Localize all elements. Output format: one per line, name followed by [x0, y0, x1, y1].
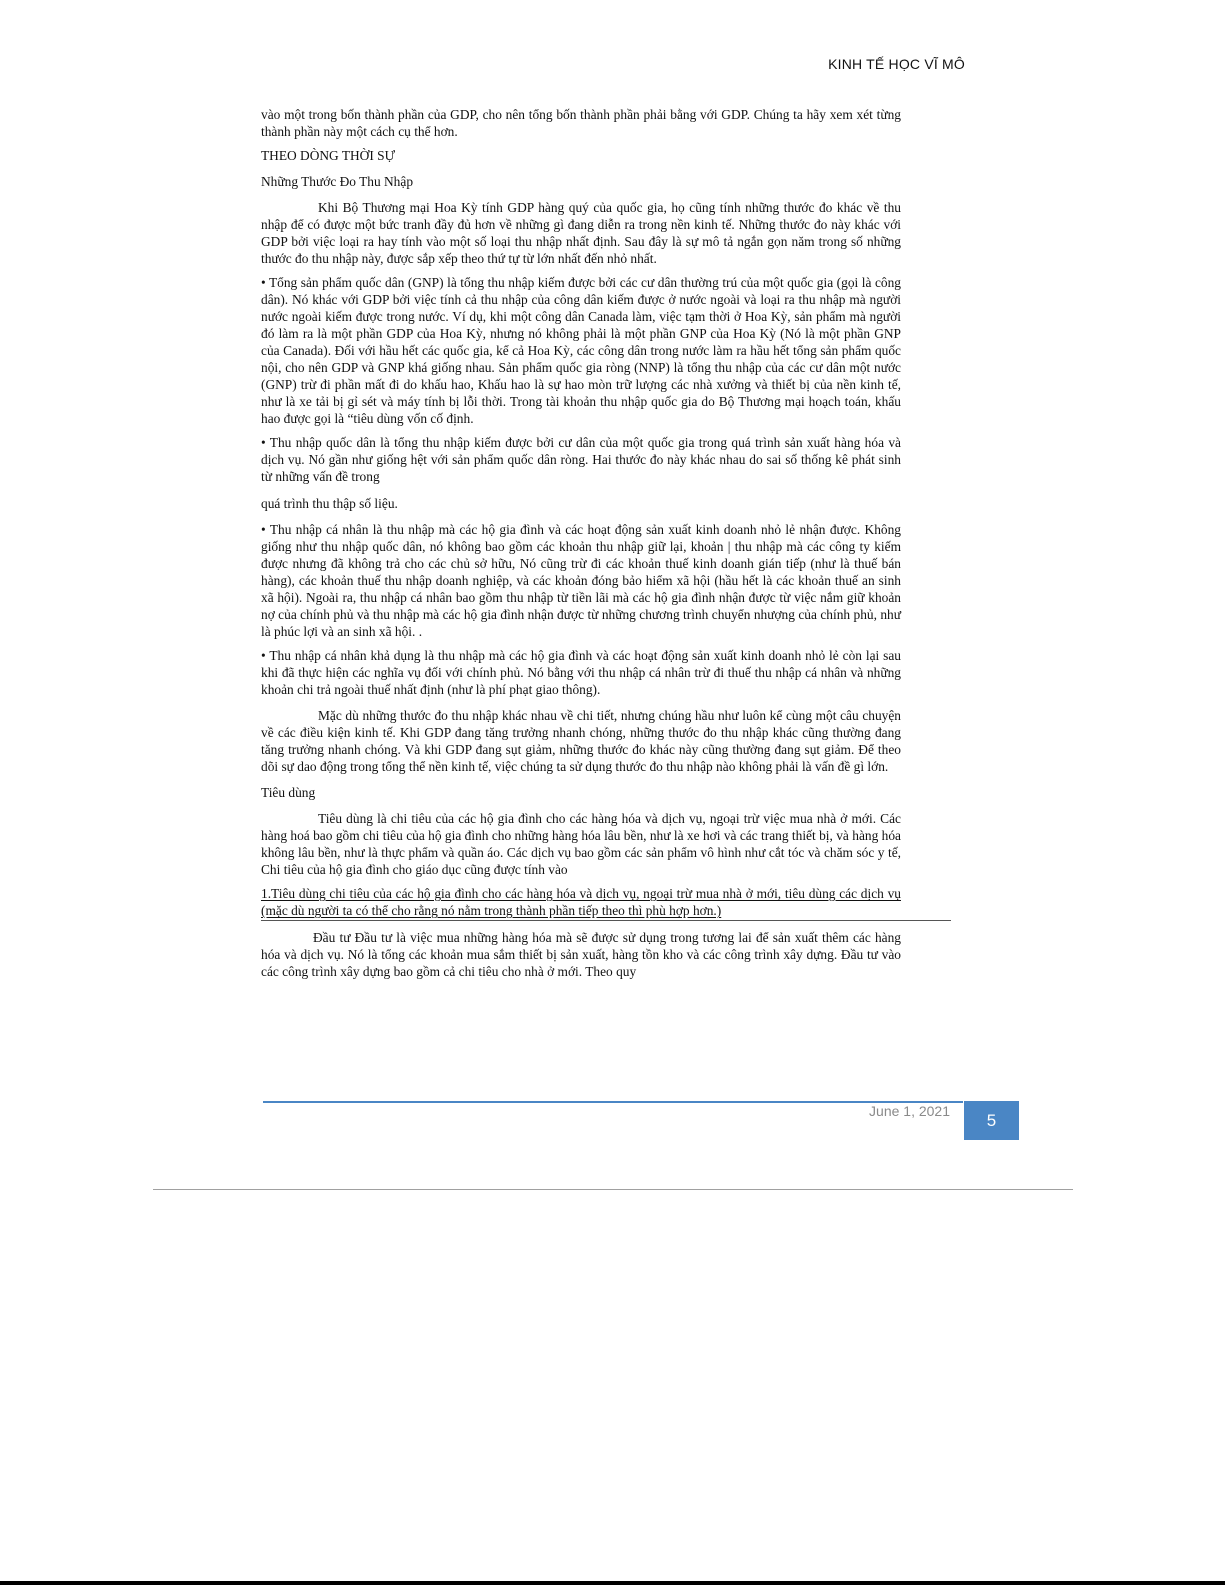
paragraph: Tiêu dùng là chi tiêu của các hộ gia đình cho các hàng hóa và dịch vụ, ngoại trừ việc mua nhà ở mới. Các hàng hoá bao gồm chi tiêu của hộ gia đình cho những hàng hóa lâu bền, như là xe hơi và các trang thiết bị, và hàng hóa không lâu bền, như là thực phẩm và quần áo. Các dịch vụ bao gồm các sản phẩm vô hình như cắt tóc và chăm sóc y tế, Chi tiêu của hộ gia đình cho giáo dục cũng được tính vào: [261, 811, 901, 877]
bottom-edge: [0, 1581, 1225, 1585]
paragraph: quá trình thu thập số liệu.: [261, 496, 398, 511]
paragraph: Khi Bộ Thương mại Hoa Kỳ tính GDP hàng quý của quốc gia, họ cũng tính những thước đo khác về thu nhập để có được một bức tranh đầy đủ hơn về những gì đang diễn ra trong nền kinh tế. Những thước đo này khác với GDP bởi việc loại ra hay tính vào một số loại thu nhập nhất định. Sau đây là sự mô tả ngắn gọn năm trong số những thước đo thu nhập này, được sắp xếp theo thứ tự từ lớn nhất đến nhỏ nhất.: [261, 200, 901, 266]
page-number-text: 5: [986, 1110, 997, 1130]
subsection-heading: Những Thước Đo Thu Nhập: [261, 174, 414, 189]
running-header: KINH TẾ HỌC VĨ MÔ: [828, 56, 965, 72]
page-body: [261, 106, 901, 987]
subsection-heading: Tiêu dùng: [261, 785, 316, 800]
paragraph: Mặc dù những thước đo thu nhập khác nhau về chi tiết, nhưng chúng hầu như luôn kể cùng một câu chuyện về các điều kiện kinh tế. Khi GDP đang tăng trưởng nhanh chóng, những thước đo thu nhập khác cũng thường đang tăng trưởng nhanh chóng. Và khi GDP đang sụt giảm, những thước đo khác này cũng thường đang sụt giảm. Để theo dõi sự dao động trong tổng thể nền kinh tế, việc chúng ta sử dụng thước đo thu nhập nào không phải là vấn đề gì lớn.: [261, 708, 901, 774]
footer-date: June 1, 2021: [869, 1103, 950, 1119]
section-heading: THEO DÒNG THỜI SỰ: [261, 148, 395, 163]
bullet-paragraph: • Thu nhập cá nhân là thu nhập mà các hộ gia đình và các hoạt động sản xuất kinh doanh nhỏ lẻ nhận được. Không giống như thu nhập quốc dân, nó không bao gồm các khoản thu nhập giữ lại, khoản | thu nhập mà các công ty kiếm được nhưng đã không trả cho các chủ sở hữu, Nó cũng trừ đi các khoản thuế kinh doanh gián tiếp (như là thuế bán hàng), các khoản thuế thu nhập doanh nghiệp, và các khoản đóng bảo hiểm xã hội (hầu hết là các khoản thuế an sinh xã hội). Ngoài ra, thu nhập cá nhân bao gồm thu nhập từ tiền lãi mà các hộ gia đình nhận được từ việc nắm giữ khoản nợ của chính phủ và thu nhập mà các hộ gia đình nhận được từ những chương trình chuyển nhượng của chính phủ, như là phúc lợi và an sinh xã hội. .: [261, 522, 901, 639]
paragraph: vào một trong bốn thành phần của GDP, cho nên tổng bốn thành phần phải bằng với GDP. Chúng ta hãy xem xét từng thành phần này một cách cụ thể hơn.: [261, 107, 901, 139]
bullet-paragraph: • Tổng sản phẩm quốc dân (GNP) là tổng thu nhập kiếm được bởi các cư dân thường trú của một quốc gia (gọi là công dân). Nó khác với GDP bởi việc tính cả thu nhập của công dân kiếm được ở nước ngoài và loại ra thu nhập mà người nước ngoài kiếm được trong nước. Ví dụ, khi một công dân Canada làm, việc tạm thời ở Hoa Kỳ, sản phẩm mà người đó làm ra là một phần GDP của Hoa Kỳ, nhưng nó không phải là một phần GNP của Hoa Kỳ (Nó là một phần GNP của Canada). Đối với hầu hết các quốc gia, kể cả Hoa Kỳ, các công dân trong nước làm ra hầu hết tổng sản phẩm quốc nội, cho nên GDP và GNP khá giống nhau. Sản phẩm quốc gia ròng (NNP) là tổng thu nhập của các cư dân một nước (GNP) trừ đi phần mất đi do khấu hao, Khấu hao là sự hao mòn trữ lượng các nhà xưởng và thiết bị của nền kinh tế, như là xe tải bị gỉ sét và máy tính bị lỗi thời. Trong tài khoản thu nhập quốc gia do Bộ Thương mại hoạch toán, khấu hao được gọi là “tiêu dùng vốn cố định.: [261, 275, 901, 426]
bullet-paragraph: • Thu nhập quốc dân là tổng thu nhập kiếm được bởi cư dân của một quốc gia trong quá trình sản xuất hàng hóa và dịch vụ. Nó gần như giống hệt với sản phẩm quốc dân ròng. Hai thước đo này khác nhau do sai số thống kê phát sinh từ những vấn đề trong: [261, 435, 901, 484]
bullet-paragraph: • Thu nhập cá nhân khả dụng là thu nhập mà các hộ gia đình và các hoạt động sản xuất kinh doanh nhỏ lẻ còn lại sau khi đã thực hiện các nghĩa vụ đối với chính phủ. Nó bằng với thu nhập cá nhân trừ đi thuế thu nhập cá nhân và những khoản chi trả ngoài thuế nhất định (như là phí phạt giao thông).: [261, 648, 901, 697]
footnote-text: 1.Tiêu dùng chi tiêu của các hộ gia đình cho các hàng hóa và dịch vụ, ngoại trừ mua nhà ở mới, tiêu dùng các dịch vụ (mặc dù người ta có thể cho rằng nó nằm trong thành phần tiếp theo thì phù hợp hơn.): [261, 886, 901, 918]
footnote: [261, 885, 901, 919]
paragraph: Đầu tư Đầu tư là việc mua những hàng hóa mà sẽ được sử dụng trong tương lai để sản xuất thêm các hàng hóa và dịch vụ. Nó là tổng các khoản mua sắm thiết bị sản xuất, hàng tồn kho và các công trình xây dựng. Đầu tư vào các công trình xây dựng bao gồm cả chi tiêu cho nhà ở mới. Theo quy: [261, 930, 901, 979]
footnote-rule: [261, 920, 951, 921]
page-number: [964, 1101, 1019, 1140]
page-separator: [153, 1189, 1073, 1190]
